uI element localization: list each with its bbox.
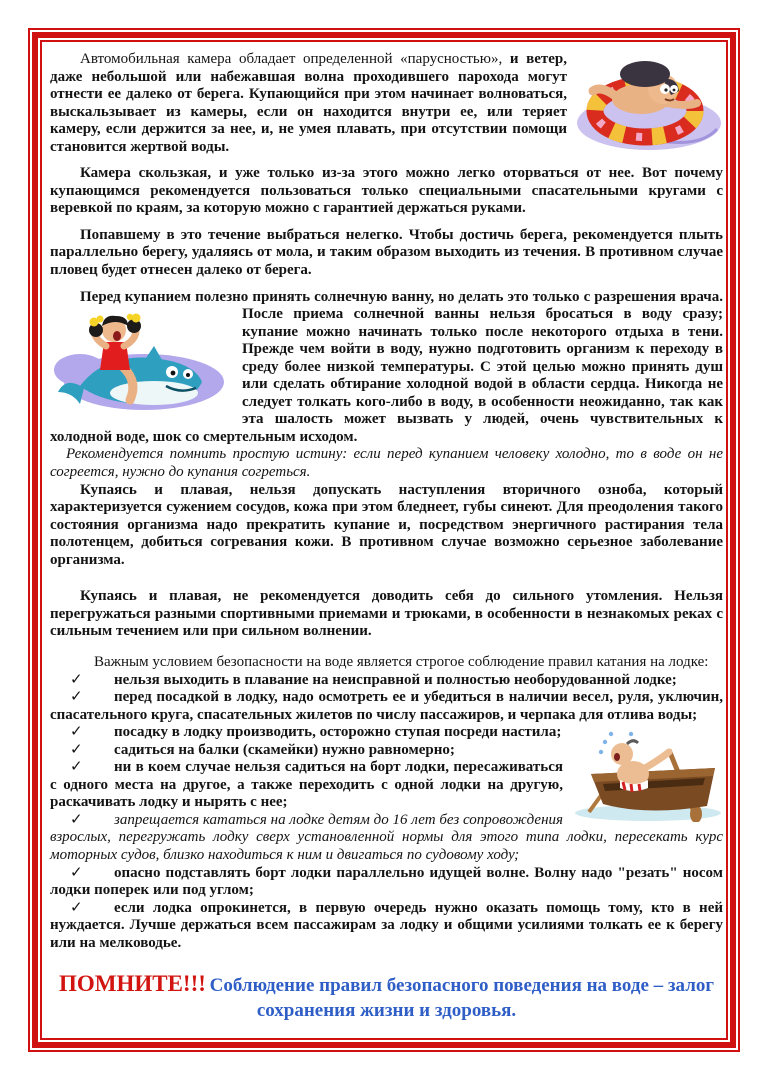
- boat-rule-item: [50, 865, 723, 900]
- boat-rule-text: опасно подставлять борт лодки параллельно идущей волне. Волну надо "резать" носом лодки поперек или под углом;: [50, 864, 723, 899]
- checkmark-icon: ✓: [70, 724, 83, 741]
- reminder-banner: [50, 969, 723, 1024]
- paragraph-camera-sail: [50, 51, 723, 156]
- boat-rule-item: [50, 689, 723, 724]
- page-frame-thick-rule: [32, 32, 736, 1048]
- swimmer-in-ring-illustration: [575, 51, 723, 155]
- checkmark-icon: ✓: [70, 689, 83, 706]
- paragraph-sunbath-first-line: Перед купанием полезно принять солнечную ванну, но делать это только с разрешения врача.: [80, 288, 723, 305]
- paragraph-camera-sail-bold: и ветер, даже небольшой или набежавшая волна проходившего парохода могут отнести ее далеко от берега. Купающийся при этом начинает волноваться, выскальзывает из камеры, если он находится внутри ее, или теряет камеру, если держится за нее, и, не умея плавать, при отсутствии помощи становится жертвой воды.: [50, 51, 567, 155]
- checkmark-icon: ✓: [70, 671, 83, 688]
- boat-rule-item: [50, 900, 723, 953]
- boat-rule-item: [50, 724, 723, 742]
- boat-rule-text: посадку в лодку производить, осторожно ступая посреди настила;: [114, 724, 562, 741]
- boat-rule-text: запрещается кататься на лодке детям до 16 лет без сопровождения взрослых, перегружать лодку сверх установленной нормы для этого типа лодки, пересекать курс моторных судов, близко находиться к ним и двигаться по судовому ходу;: [50, 811, 723, 863]
- reminder-title: ПОМНИТЕ!!!: [58, 971, 206, 997]
- paragraph-slippery-camera: Камера скользкая, и уже только из-за этого можно легко оторваться от нее. Вот почему купающимся рекомендуется пользоваться только специальными спасательными кругами с веревкой по краям, за которую можно с гарантией держаться руками.: [50, 165, 723, 217]
- paragraph-no-overexertion: Купаясь и плавая, не рекомендуется доводить себя до сильного утомления. Нельзя перегружаться разными спортивными приемами и трюками, в особенности в незнакомых реках с сильным течением или при сильном волнении.: [50, 588, 723, 640]
- paragraph-secondary-chill: Купаясь и плавая, нельзя допускать наступления вторичного озноба, который характеризуется сужением сосудов, кожа при этом бледнеет, губы синеют. Для преодоления такого состояния организма надо прекратить купание и, посредством энергичного растирания тела полотенцем, добиться согревания кожи. В противном случае возможно серьезное заболевание организма.: [50, 481, 723, 568]
- page-frame-inner-rule: [40, 40, 728, 1040]
- man-rowing-boat-illustration: [573, 724, 723, 822]
- boat-rule-text: перед посадкой в лодку, надо осмотреть ее и убедиться в наличии весел, руля, уключин, спасательного круга, спасательных жилетов по числу пассажиров, и черпака для отлива воды;: [50, 689, 723, 723]
- reminder-message: Соблюдение правил безопасного поведения на воде – залог сохранения жизни и здоровья.: [209, 975, 715, 1022]
- document-body: [42, 42, 726, 1038]
- paragraph-camera-sail-lead: Автомобильная камера обладает определенной «парусностью»,: [80, 51, 510, 67]
- checkmark-icon: ✓: [70, 899, 83, 916]
- boat-rule-item: [50, 672, 723, 690]
- checkmark-icon: ✓: [70, 741, 83, 758]
- checkmark-icon: ✓: [70, 759, 83, 776]
- paragraph-simple-truth: Рекомендуется помнить простую истину: если перед купанием человеку холодно, то в воде он не согреется, нужно до купания согреться.: [50, 446, 723, 481]
- boat-rule-text: садиться на балки (скамейки) нужно равномерно;: [114, 741, 455, 758]
- page-frame: [28, 28, 740, 1052]
- boat-rule-text: ни в коем случае нельзя садиться на борт лодки, пересаживаться с одного места на другое, а также переходить с одной лодки на другую, раскачивать лодку и нырять с нее;: [50, 759, 563, 811]
- paragraph-sunbath-rest: [50, 306, 723, 446]
- checkmark-icon: ✓: [70, 811, 83, 828]
- boat-rules-intro: Важным условием безопасности на воде является строгое соблюдение правил катания на лодке:: [94, 653, 709, 670]
- girl-on-dolphin-illustration: [50, 308, 226, 414]
- boat-rule-text: если лодка опрокинется, в первую очередь нужно оказать помощь тому, кто в ней нуждается. Лучше держаться всем пассажирам за лодку и общими усилиями толкать ее к берегу или на мелководье.: [50, 899, 723, 951]
- paragraph-sunbath-rest-text: После приема солнечной ванны нельзя бросаться в воду сразу; купание можно начинать только после некоторого отдыха в тени. Прежде чем войти в воду, нужно подготовить организм к переходу в среду более низкой температуры. С этой целью можно принять душ или сделать обтирание холодной водой в области сердца. Никогда не следует толкать кого-либо в воду, в особенности неожиданно, так как эта шалость может вызвать у людей, очень чувствительных к холодной воде, шок со смертельным исходом.: [50, 306, 723, 445]
- boat-rule-text: нельзя выходить в плавание на неисправной и полностью необорудованной лодке;: [114, 671, 677, 688]
- paragraph-current-escape: Попавшему в это течение выбраться нелегко. Чтобы достичь берега, рекомендуется плыть параллельно берегу, удаляясь от мола, и таким образом выходить из течения. В противном случае пловец будет отнесен далеко от берега.: [50, 226, 723, 279]
- checkmark-icon: ✓: [70, 864, 83, 881]
